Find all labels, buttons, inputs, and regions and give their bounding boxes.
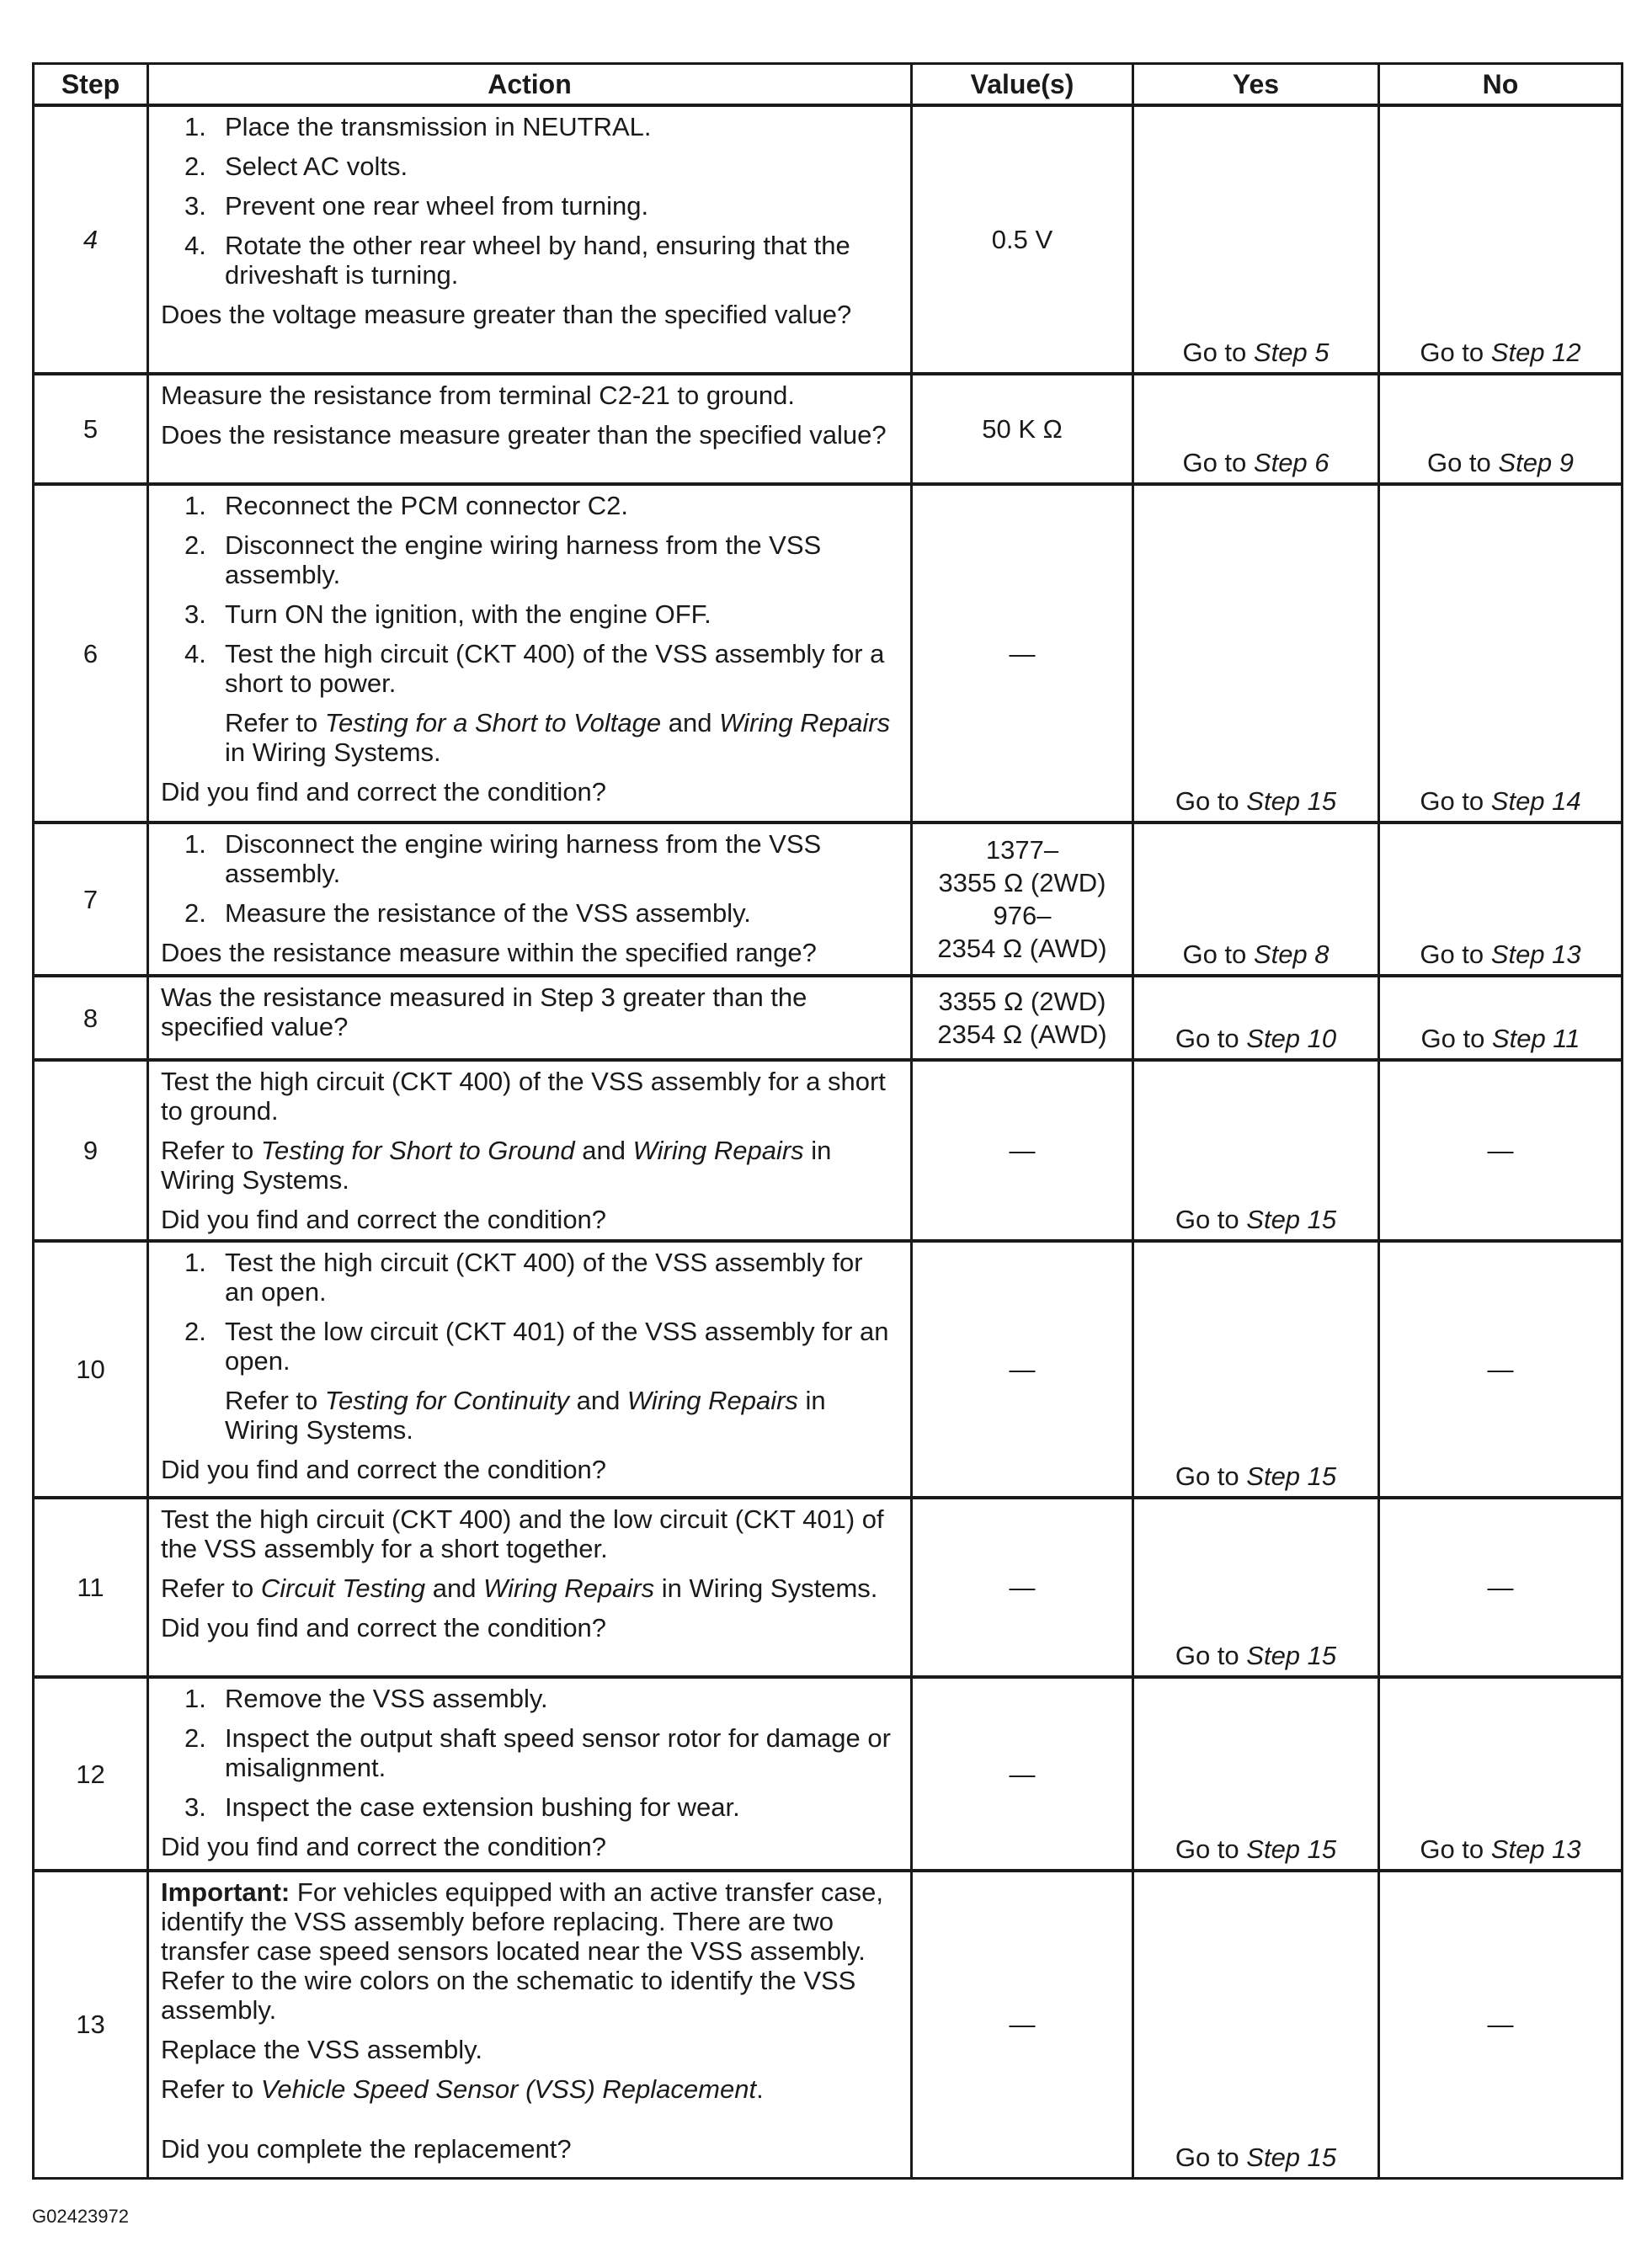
value-cell: —	[912, 1871, 1133, 2178]
step-reference: Step 10	[1246, 1024, 1337, 1053]
table-row	[34, 1677, 1623, 1871]
figure-id: G02423972	[32, 2206, 129, 2227]
item-text: Select AC volts.	[225, 152, 408, 181]
yes-cell	[1133, 1498, 1379, 1677]
value-line: 1377–	[985, 835, 1059, 865]
question-text: Did you find and correct the condition?	[161, 1832, 607, 1861]
step-number: 9	[34, 1060, 148, 1241]
action-cell	[148, 1498, 912, 1677]
ref-joiner: and	[568, 1386, 627, 1415]
value-cell: —	[912, 1677, 1133, 1871]
yes-cell	[1133, 1871, 1379, 2178]
ref-suffix: .	[756, 2074, 764, 2104]
goto-prefix: Go to	[1175, 1205, 1247, 1234]
yes-cell	[1133, 823, 1379, 976]
reference-text	[161, 1386, 898, 1445]
question-text: Did you find and correct the condition?	[161, 777, 607, 807]
yes-cell	[1133, 105, 1379, 374]
goto-prefix: Go to	[1420, 338, 1491, 367]
step-number: 8	[34, 976, 148, 1060]
action-list	[161, 491, 898, 698]
step-reference: Step 8	[1253, 940, 1330, 969]
item-number: 2.	[184, 152, 206, 181]
item-text: Inspect the case extension bushing for wear.	[225, 1792, 740, 1822]
list-item	[161, 152, 898, 181]
table-row	[34, 976, 1623, 1060]
no-cell	[1379, 823, 1623, 976]
goto-prefix: Go to	[1420, 1024, 1492, 1053]
item-text: Remove the VSS assembly.	[225, 1684, 548, 1713]
list-item	[161, 231, 898, 290]
action-text: Test the high circuit (CKT 400) of the VSS assembly for a short to ground.	[161, 1067, 886, 1126]
no-cell	[1379, 976, 1623, 1060]
value-cell: —	[912, 1241, 1133, 1498]
ref-prefix: Refer to	[161, 2074, 261, 2104]
step-reference: Step 13	[1490, 940, 1581, 969]
table-row	[34, 1060, 1623, 1241]
no-cell	[1379, 105, 1623, 374]
ref-prefix: Refer to	[225, 1386, 325, 1415]
question-text: Did you find and correct the condition?	[161, 1205, 607, 1234]
item-number: 1.	[184, 1248, 206, 1277]
item-text: Test the low circuit (CKT 401) of the VSS assembly for an open.	[225, 1317, 889, 1376]
ref-title: Testing for a Short to Voltage	[324, 708, 662, 737]
question-text: Did you complete the replacement?	[161, 2134, 572, 2164]
step-reference: Step 15	[1246, 1641, 1337, 1670]
goto-prefix: Go to	[1175, 1834, 1247, 1864]
question-text: Does the resistance measure greater than the specified value?	[161, 420, 887, 450]
header-yes: Yes	[1133, 64, 1379, 106]
item-text: Inspect the output shaft speed sensor rotor for damage or misalignment.	[225, 1723, 891, 1782]
list-item	[161, 112, 898, 141]
step-reference: Step 14	[1490, 786, 1581, 816]
goto-prefix: Go to	[1175, 1024, 1247, 1053]
list-item	[161, 1723, 898, 1782]
item-number: 2.	[184, 530, 206, 560]
value-cell	[912, 976, 1133, 1060]
list-item	[161, 1792, 898, 1822]
goto-prefix: Go to	[1175, 786, 1247, 816]
no-cell: —	[1379, 1060, 1623, 1241]
no-cell: —	[1379, 1241, 1623, 1498]
question-text: Did you find and correct the condition?	[161, 1613, 607, 1642]
value-cell: —	[912, 1498, 1133, 1677]
step-reference: Step 11	[1491, 1024, 1580, 1053]
step-reference: Step 9	[1498, 448, 1575, 477]
list-item	[161, 1248, 898, 1307]
item-number: 3.	[184, 599, 206, 629]
item-number: 1.	[184, 491, 206, 520]
action-cell	[148, 1241, 912, 1498]
header-action: Action	[148, 64, 912, 106]
table-header-row	[34, 64, 1623, 106]
diagnostic-table	[32, 62, 1623, 2180]
reference-text	[161, 2074, 898, 2104]
item-text: Disconnect the engine wiring harness from the VSS assembly.	[225, 829, 822, 888]
item-number: 3.	[184, 1792, 206, 1822]
ref-title: Testing for Continuity	[324, 1386, 569, 1415]
value-line: 976–	[993, 901, 1052, 930]
ref-prefix: Refer to	[225, 708, 325, 737]
table-row	[34, 374, 1623, 484]
value-cell: —	[912, 484, 1133, 823]
action-cell	[148, 1871, 912, 2178]
list-item	[161, 530, 898, 589]
step-reference: Step 12	[1490, 338, 1581, 367]
step-number: 7	[34, 823, 148, 976]
no-cell	[1379, 484, 1623, 823]
action-list	[161, 829, 898, 928]
step-reference: Step 15	[1246, 1461, 1337, 1491]
ref-title: Wiring Repairs	[483, 1573, 655, 1603]
item-text: Disconnect the engine wiring harness from the VSS assembly.	[225, 530, 822, 589]
ref-suffix: in Wiring Systems.	[161, 1136, 832, 1195]
ref-title: Vehicle Speed Sensor (VSS) Replacement	[260, 2074, 757, 2104]
value-cell: —	[912, 1060, 1133, 1241]
ref-title: Testing for Short to Ground	[260, 1136, 575, 1165]
action-list	[161, 1248, 898, 1376]
table-row	[34, 484, 1623, 823]
reference-text	[161, 1573, 898, 1603]
important-label: Important:	[161, 1877, 290, 1907]
value-cell	[912, 823, 1133, 976]
reference-text	[161, 1136, 898, 1195]
list-item	[161, 1684, 898, 1713]
yes-cell	[1133, 1241, 1379, 1498]
ref-title: Wiring Repairs	[719, 708, 891, 737]
table-row	[34, 105, 1623, 374]
action-text: Replace the VSS assembly.	[161, 2035, 482, 2064]
step-number: 5	[34, 374, 148, 484]
action-list	[161, 1684, 898, 1822]
header-step: Step	[34, 64, 148, 106]
item-text: Rotate the other rear wheel by hand, ensuring that the driveshaft is turning.	[225, 231, 850, 290]
table-row	[34, 1241, 1623, 1498]
item-number: 1.	[184, 112, 206, 141]
ref-title: Wiring Repairs	[626, 1386, 798, 1415]
step-number: 13	[34, 1871, 148, 2178]
list-item	[161, 491, 898, 520]
question-text: Does the voltage measure greater than the specified value?	[161, 300, 852, 329]
step-number: 4	[34, 105, 148, 374]
step-number: 6	[34, 484, 148, 823]
ref-suffix: in Wiring Systems.	[654, 1573, 878, 1603]
ref-joiner: and	[425, 1573, 484, 1603]
item-number: 4.	[184, 639, 206, 668]
step-reference: Step 5	[1253, 338, 1330, 367]
action-cell	[148, 1060, 912, 1241]
item-number: 3.	[184, 191, 206, 221]
action-cell	[148, 484, 912, 823]
action-list	[161, 112, 898, 290]
goto-prefix: Go to	[1420, 1834, 1491, 1864]
item-text: Place the transmission in NEUTRAL.	[225, 112, 652, 141]
ref-prefix: Refer to	[161, 1573, 261, 1603]
header-values: Value(s)	[912, 64, 1133, 106]
no-cell	[1379, 374, 1623, 484]
step-number: 11	[34, 1498, 148, 1677]
list-item	[161, 639, 898, 698]
goto-prefix: Go to	[1426, 448, 1499, 477]
item-text: Reconnect the PCM connector C2.	[225, 491, 629, 520]
ref-joiner: and	[574, 1136, 633, 1165]
value-line: 3355 Ω (2WD)	[938, 868, 1106, 897]
yes-cell	[1133, 484, 1379, 823]
table-row	[34, 1498, 1623, 1677]
goto-prefix: Go to	[1175, 1461, 1247, 1491]
table-row	[34, 1871, 1623, 2178]
yes-cell	[1133, 374, 1379, 484]
ref-suffix: in Wiring Systems.	[225, 1386, 826, 1445]
action-cell	[148, 1677, 912, 1871]
goto-prefix: Go to	[1175, 1641, 1247, 1670]
question-text: Does the resistance measure within the specified range?	[161, 938, 817, 967]
step-number: 12	[34, 1677, 148, 1871]
step-reference: Step 15	[1246, 1834, 1337, 1864]
yes-cell	[1133, 976, 1379, 1060]
action-text: Measure the resistance from terminal C2-21 to ground.	[161, 381, 795, 410]
action-cell	[148, 105, 912, 374]
item-number: 1.	[184, 829, 206, 859]
yes-cell	[1133, 1060, 1379, 1241]
value-cell: 50 K Ω	[912, 374, 1133, 484]
item-text: Prevent one rear wheel from turning.	[225, 191, 649, 221]
item-number: 2.	[184, 1317, 206, 1346]
ref-joiner: and	[661, 708, 720, 737]
list-item	[161, 829, 898, 888]
no-cell	[1379, 1677, 1623, 1871]
value-line: 2354 Ω (AWD)	[937, 934, 1107, 963]
goto-prefix: Go to	[1175, 2142, 1247, 2172]
action-cell	[148, 976, 912, 1060]
value-stack	[913, 987, 1132, 1049]
item-number: 1.	[184, 1684, 206, 1713]
goto-prefix: Go to	[1420, 786, 1491, 816]
table-row	[34, 823, 1623, 976]
value-cell: 0.5 V	[912, 105, 1133, 374]
value-stack	[913, 835, 1132, 963]
item-text: Test the high circuit (CKT 400) of the VSS assembly for an open.	[225, 1248, 863, 1307]
goto-prefix: Go to	[1182, 448, 1254, 477]
list-item	[161, 1317, 898, 1376]
no-cell: —	[1379, 1871, 1623, 2178]
value-line: 2354 Ω (AWD)	[937, 1020, 1107, 1049]
header-no: No	[1379, 64, 1623, 106]
goto-prefix: Go to	[1420, 940, 1491, 969]
step-number: 10	[34, 1241, 148, 1498]
action-text: Test the high circuit (CKT 400) and the low circuit (CKT 401) of the VSS assembly for a short together.	[161, 1504, 884, 1563]
question-text: Did you find and correct the condition?	[161, 1455, 607, 1484]
item-text: Measure the resistance of the VSS assembly.	[225, 898, 751, 928]
step-reference: Step 13	[1490, 1834, 1581, 1864]
item-text: Turn ON the ignition, with the engine OFF.	[225, 599, 711, 629]
item-number: 2.	[184, 898, 206, 928]
list-item	[161, 599, 898, 629]
important-note	[161, 1877, 898, 2025]
item-number: 2.	[184, 1723, 206, 1753]
list-item	[161, 898, 898, 928]
ref-prefix: Refer to	[161, 1136, 261, 1165]
action-cell	[148, 374, 912, 484]
goto-prefix: Go to	[1182, 338, 1254, 367]
ref-title: Wiring Repairs	[632, 1136, 804, 1165]
ref-title: Circuit Testing	[260, 1573, 426, 1603]
item-number: 4.	[184, 231, 206, 260]
item-text: Test the high circuit (CKT 400) of the VSS assembly for a short to power.	[225, 639, 885, 698]
step-reference: Step 15	[1246, 1205, 1337, 1234]
step-reference: Step 15	[1246, 786, 1337, 816]
step-reference: Step 6	[1253, 448, 1330, 477]
ref-suffix: in Wiring Systems.	[225, 737, 441, 767]
goto-prefix: Go to	[1182, 940, 1254, 969]
value-line: 3355 Ω (2WD)	[938, 987, 1106, 1016]
list-item	[161, 191, 898, 221]
yes-cell	[1133, 1677, 1379, 1871]
reference-text	[161, 708, 898, 767]
action-cell	[148, 823, 912, 976]
step-reference: Step 15	[1246, 2142, 1337, 2172]
important-text: For vehicles equipped with an active transfer case, identify the VSS assembly before replacing. There are two transfer case speed sensors located near the VSS assembly. Refer to the wire colors on the schematic to identify the VSS assembly.	[161, 1877, 884, 2025]
no-cell: —	[1379, 1498, 1623, 1677]
question-text: Was the resistance measured in Step 3 greater than the specified value?	[161, 982, 807, 1041]
